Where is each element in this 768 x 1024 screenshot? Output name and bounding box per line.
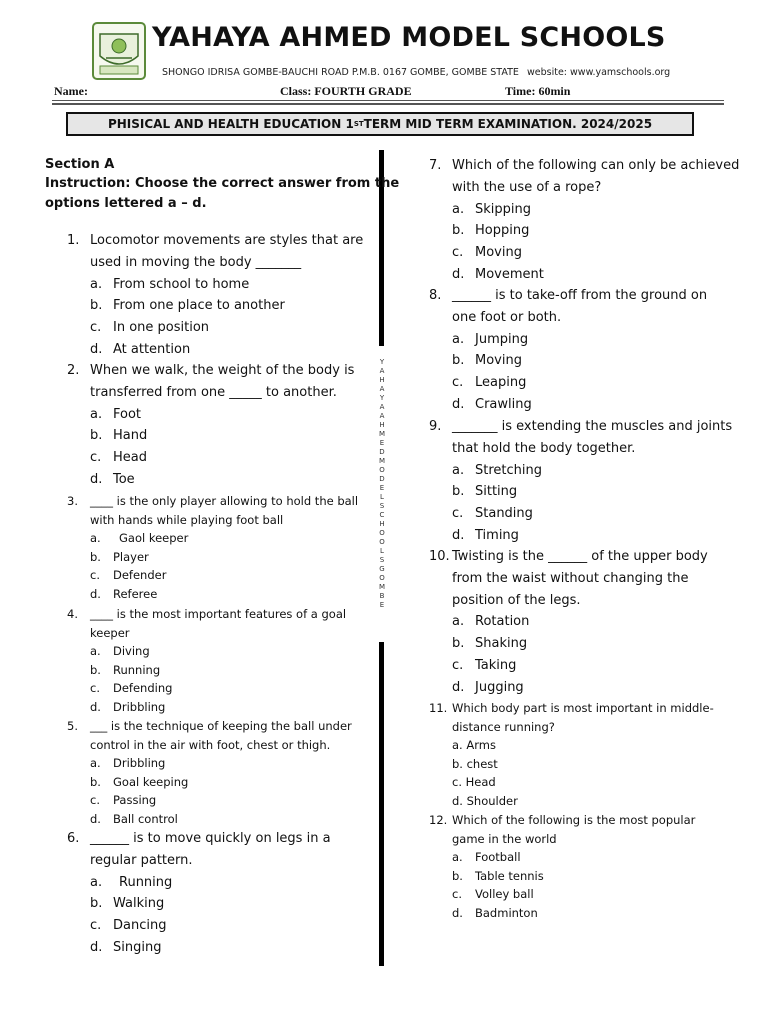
option-letter: d. (90, 940, 103, 955)
option-text: Moving (475, 353, 522, 369)
option-text: Crawling (475, 397, 532, 412)
question-number: 7. (429, 158, 442, 173)
question-number: 8. (429, 288, 442, 303)
option-letter: c. (452, 506, 464, 522)
option-text: Table tennis (475, 868, 544, 883)
option-text: Movement (475, 267, 544, 282)
option-letter: a. (90, 531, 101, 546)
option-text: Running (119, 874, 173, 890)
option-letter: b. (452, 636, 465, 652)
exam-title-rest: TERM MID TERM EXAMINATION. 2024/2025 (363, 117, 653, 131)
vertical-school-text: YAHAYA AHMED MODEL SCHOOLS GOMBE (378, 358, 386, 609)
option-letter: b. (90, 428, 103, 444)
question-text: used in moving the body _______ (90, 254, 302, 270)
header-rule-thick (52, 103, 724, 105)
question-text: Which body part is most important in middle- (452, 701, 714, 715)
column-divider-bottom (379, 642, 384, 966)
question-text: keeper (90, 625, 130, 640)
option-text: Running (113, 662, 161, 677)
exam-title-main: PHISICAL AND HEALTH EDUCATION 1 (107, 117, 354, 131)
option-letter: b. (90, 549, 101, 564)
question-number: 10. (429, 549, 450, 564)
option-text: Goal keeping (113, 774, 189, 789)
option-text: Defender (113, 568, 167, 583)
question-text: that hold the body together. (452, 440, 636, 456)
option-letter: b. (90, 774, 101, 789)
option-letter: b. (452, 353, 465, 369)
section-instruction: Instruction: Choose the correct answer from the (45, 176, 400, 191)
option-letter: c. (90, 918, 102, 934)
question-text: Which of the following is the most popular (452, 813, 696, 827)
option-letter: c. (90, 450, 102, 466)
question-text: distance running? (452, 719, 555, 734)
question-text: When we walk, the weight of the body is (90, 363, 355, 378)
school-name: YAHAYA AHMED MODEL SCHOOLS (152, 22, 666, 53)
option-text: Shaking (475, 636, 528, 652)
option-text: Leaping (475, 375, 527, 391)
question-number: 12. (429, 813, 448, 827)
header-rule (52, 100, 724, 101)
option-letter: a. (452, 462, 465, 478)
question-text: control in the air with foot, chest or thigh. (90, 737, 331, 752)
question-number: 2. (67, 363, 80, 378)
school-logo (92, 22, 146, 80)
option-text: Ball control (113, 812, 178, 826)
question-text: ______ is to move quickly on legs in a (90, 831, 331, 846)
option-text: Skipping (475, 201, 531, 217)
option-text: Stretching (475, 462, 542, 478)
option-text: Football (475, 850, 521, 865)
question-number: 9. (429, 419, 442, 434)
option-text: In one position (113, 320, 210, 336)
school-website: website: www.yamschools.org (527, 67, 671, 78)
option-letter: b. (90, 896, 103, 912)
option-text: Passing (113, 793, 157, 808)
question-number: 4. (67, 607, 78, 621)
option-text: Head (113, 450, 147, 466)
name-label: Name: (54, 84, 88, 98)
option-text: Sitting (475, 484, 518, 500)
option-letter: b. (452, 484, 465, 500)
option-letter: b. (452, 223, 465, 239)
option-letter: b. (90, 298, 103, 314)
option-text: Volley ball (475, 887, 534, 902)
option-text: Jumping (475, 331, 529, 347)
option-text: Dancing (113, 918, 167, 934)
question-text: transferred from one _____ to another. (90, 384, 337, 400)
question-number: 11. (429, 701, 448, 715)
option-letter: d. (452, 397, 465, 412)
option-text: Taking (475, 658, 517, 673)
option-letter: a. (90, 756, 101, 771)
option-letter: d. (90, 587, 101, 601)
option-letter: d. (452, 906, 463, 920)
question-text: ______ is to take-off from the ground on (452, 288, 708, 303)
option-text: Player (113, 549, 149, 564)
question-text: game in the world (452, 831, 557, 846)
option-letter: a. (90, 406, 103, 422)
option-text: Dribbling (113, 756, 166, 771)
question-text: ___ is the technique of keeping the ball under (90, 719, 352, 733)
option-letter: d. (452, 267, 465, 282)
option-text: c. Head (452, 775, 496, 790)
option-text: Rotation (475, 614, 530, 630)
section-instruction-2: options lettered a – d. (45, 196, 207, 211)
option-text: Timing (475, 528, 519, 543)
option-text: Dribbling (113, 700, 166, 714)
option-letter: a. (452, 331, 465, 347)
option-text: Hand (113, 428, 148, 444)
option-letter: d. (90, 812, 101, 826)
option-letter: c. (452, 375, 464, 391)
option-letter: c. (90, 681, 100, 696)
option-letter: d. (90, 700, 101, 714)
option-text: d. Shoulder (452, 794, 518, 808)
option-letter: d. (90, 342, 103, 357)
question-text: ____ is the only player allowing to hold the ball (90, 494, 359, 508)
question-text: Locomotor movements are styles that are (90, 233, 364, 248)
option-text: Badminton (475, 906, 538, 920)
option-letter: b. (90, 662, 101, 677)
question-text: with the use of a rope? (452, 179, 602, 195)
question-text: regular pattern. (90, 852, 193, 868)
option-text: Referee (113, 587, 158, 601)
option-letter: c. (90, 320, 102, 336)
question-text: one foot or both. (452, 309, 562, 325)
section-title: Section A (45, 157, 115, 172)
option-text: From one place to another (113, 298, 285, 314)
question-text: with hands while playing foot ball (90, 512, 284, 527)
option-letter: d. (452, 679, 465, 695)
option-letter: a. (90, 276, 103, 292)
option-text: Toe (113, 472, 135, 487)
option-text: Hopping (475, 223, 530, 239)
option-text: Singing (113, 940, 162, 955)
option-text: Defending (113, 681, 173, 696)
question-number: 1. (67, 233, 80, 248)
option-text: a. Arms (452, 738, 496, 753)
option-text: Walking (113, 896, 165, 912)
question-number: 3. (67, 494, 78, 508)
option-letter: a. (452, 201, 465, 217)
option-letter: c. (452, 887, 462, 902)
question-text: position of the legs. (452, 592, 581, 608)
exam-title-banner: PHISICAL AND HEALTH EDUCATION 1 ST TERM MID TERM EXAMINATION. 2024/2025 (66, 112, 694, 136)
option-letter: a. (90, 874, 103, 890)
option-text: At attention (113, 342, 191, 357)
option-text: From school to home (113, 276, 250, 292)
option-letter: c. (452, 245, 464, 261)
option-letter: c. (452, 658, 464, 673)
question-number: 5. (67, 719, 78, 733)
option-text: Diving (113, 644, 150, 659)
option-letter: a. (452, 614, 465, 630)
class-label: Class: FOURTH GRADE (280, 84, 412, 98)
school-address: SHONGO IDRISA GOMBE-BAUCHI ROAD P.M.B. 0167 GOMBE, GOMBE STATE (162, 67, 519, 78)
option-text: b. chest (452, 756, 498, 771)
question-text: _______ is extending the muscles and joints (452, 419, 733, 434)
question-text: Which of the following can only be achieved (452, 158, 740, 173)
option-text: Gaol keeper (119, 531, 189, 546)
option-text: Foot (113, 406, 142, 422)
option-text: Standing (475, 506, 533, 522)
option-letter: d. (90, 472, 103, 487)
question-text: Twisting is the ______ of the upper body (452, 549, 708, 564)
time-label: Time: 60min (505, 84, 571, 98)
option-letter: d. (452, 528, 465, 543)
option-letter: a. (452, 850, 463, 865)
option-text: Jugging (475, 679, 524, 695)
option-letter: c. (90, 793, 100, 808)
option-letter: a. (90, 644, 101, 659)
question-text: from the waist without changing the (452, 570, 689, 586)
question-number: 6. (67, 831, 80, 846)
option-text: Moving (475, 245, 522, 261)
option-letter: b. (452, 868, 463, 883)
option-letter: c. (90, 568, 100, 583)
question-text: ____ is the most important features of a goal (90, 607, 347, 621)
